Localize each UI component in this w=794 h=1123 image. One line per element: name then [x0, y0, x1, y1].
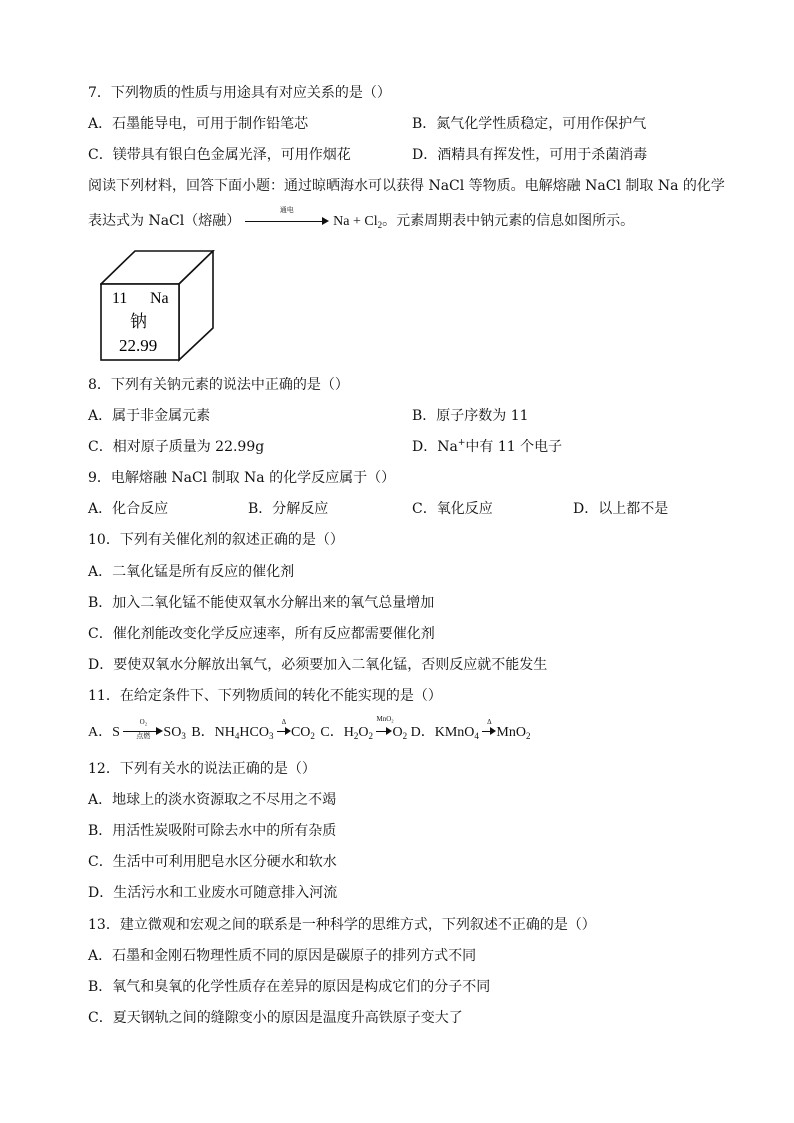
q11-option-d: D．KMnO$_4$ Δ MnO$_2$ [410, 718, 531, 742]
q11-options [88, 715, 531, 742]
material-suffix: 。元素周期表中钠元素的信息如图所示。 [382, 213, 635, 229]
q12-option-c: C．生活中可利用肥皂水区分硬水和软水 [88, 854, 337, 870]
sodium-element-cube [100, 250, 215, 362]
reaction-products: $Na + Cl_2$ [333, 214, 383, 230]
q7-option-d: D．酒精具有挥发性，可用于杀菌消毒 [412, 147, 648, 163]
q11-stem: 11．在给定条件下、下列物质间的转化不能实现的是（） [88, 688, 442, 704]
material-prefix: 表达式为 NaCl（熔融） [88, 213, 241, 229]
q12-option-b: B．用活性炭吸附可除去水中的所有杂质 [88, 823, 337, 839]
q9-option-d: D．以上都不是 [573, 501, 669, 517]
q10-option-b: B．加入二氧化锰不能使双氧水分解出来的氧气总量增加 [88, 595, 435, 611]
element-symbol: Na [150, 290, 169, 307]
q12-option-a: A．地球上的淡水资源取之不尽用之不竭 [88, 792, 337, 808]
material-line-2 [88, 206, 635, 231]
q10-stem: 10．下列有关催化剂的叙述正确的是（） [88, 532, 344, 548]
q13-option-b: B．氧气和臭氧的化学性质存在差异的原因是构成它们的分子不同 [88, 979, 491, 995]
q13-option-a: A．石墨和金刚石物理性质不同的原因是碳原子的排列方式不同 [88, 948, 477, 964]
q9-option-a: A．化合反应 [88, 501, 169, 517]
q10-option-d: D．要使双氧水分解放出氧气，必须要加入二氧化锰，否则反应就不能发生 [88, 657, 548, 673]
element-mass: 22.99 [119, 336, 158, 355]
q10-option-a: A．二氧化锰是所有反应的催化剂 [88, 564, 295, 580]
q7-option-a: A．石墨能导电，可用于制作铅笔芯 [88, 116, 309, 132]
q9-stem: 9．电解熔融 NaCl 制取 Na 的化学反应属于（） [88, 470, 396, 486]
arrow-label: 通电 [279, 206, 294, 214]
q12-stem: 12．下列有关水的说法正确的是（） [88, 761, 316, 777]
q9-option-b: B．分解反应 [248, 501, 329, 517]
element-name: 钠 [130, 312, 147, 332]
q11-option-b: B．$NH_4HCO_3$ Δ $CO_2$ [191, 718, 315, 742]
q7-stem: 7．下列物质的性质与用途具有对应关系的是（） [88, 85, 391, 101]
q7-option-c: C．镁带具有银白色金属光泽，可用作烟花 [88, 147, 351, 163]
q12-option-d: D．生活污水和工业废水可随意排入河流 [88, 885, 338, 901]
element-number: 11 [112, 290, 128, 307]
q8-option-c: C．相对原子质量为 22.99g [88, 439, 265, 455]
q10-option-c: C．催化剂能改变化学反应速率，所有反应都需要催化剂 [88, 626, 435, 642]
q8-option-d: D．Na+中有 11 个电子 [412, 438, 563, 455]
q11-option-c: C．$H_2O_2$ MnO₂ $O_2$ [320, 715, 408, 742]
q7-option-b: B．氮气化学性质稳定，可用作保护气 [412, 116, 647, 132]
q13-stem: 13．建立微观和宏观之间的联系是一种科学的思维方式，下列叙述不正确的是（） [88, 917, 596, 933]
electrolysis-arrow [245, 206, 329, 230]
q11-option-a: A．S O₂ 点燃 $SO_3$ [88, 718, 186, 742]
material-line-1: 阅读下列材料，回答下面小题：通过晾晒海水可以获得 NaCl 等物质。电解熔融 NaCl 制取 Na 的化学 [88, 178, 725, 194]
q9-option-c: C．氧化反应 [412, 501, 493, 517]
q8-option-a: A．属于非金属元素 [88, 408, 211, 424]
q8-option-b: B．原子序数为 11 [412, 408, 529, 424]
q8-stem: 8．下列有关钠元素的说法中正确的是（） [88, 377, 349, 393]
q13-option-c: C．夏天钢轨之间的缝隙变小的原因是温度升高铁原子变大了 [88, 1010, 463, 1026]
